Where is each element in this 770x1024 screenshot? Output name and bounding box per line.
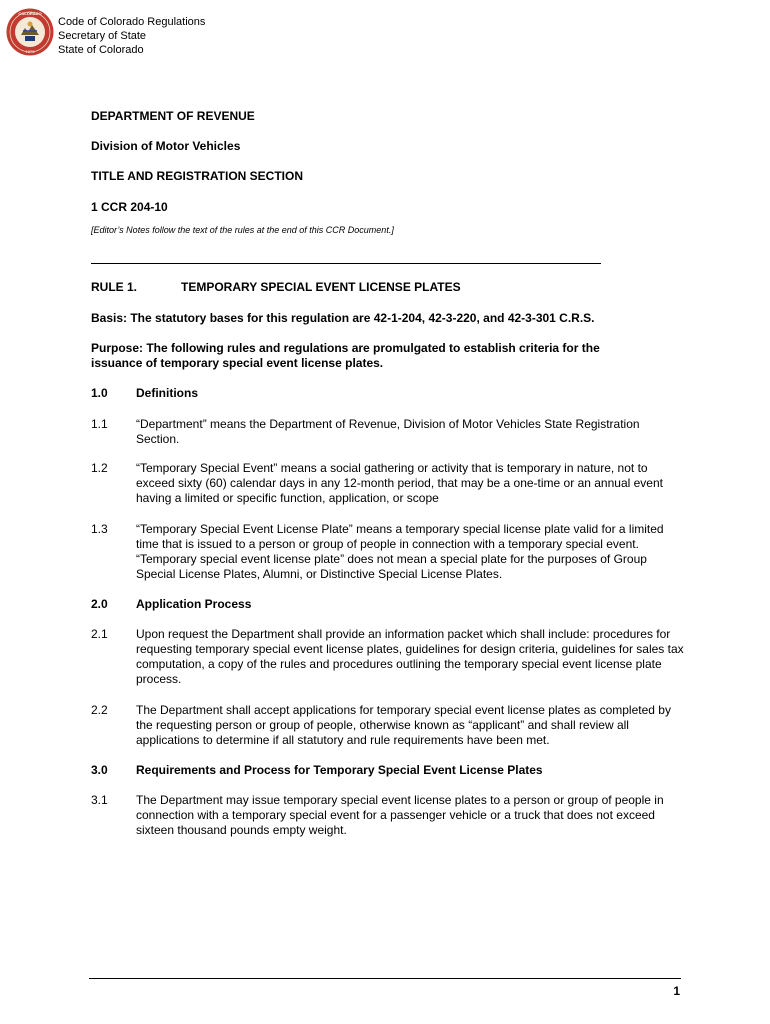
section-text: Upon request the Department shall provide an information packet which shall include: procedures for requesting temporary special event license plates, guidelines for design criteria, guidelines for sales tax computation, a copy of the rules and procedures outlining the temporary special event license plate process. (136, 627, 684, 686)
section-text: The Department shall accept applications for temporary special event license plates as completed by the requesting person or group of people, otherwise known as “applicant” and shall review all applications to determine if all statutory and rule requirements have been met. (136, 703, 671, 747)
section-heading-definitions: Definitions (136, 386, 198, 400)
section-text: “Temporary Special Event” means a social gathering or activity that is temporary in nature, not to exceed sixty (60) calendar days in any 12-month period, that may be a one-time or an annual event having a limited or specific function, application, or scope (136, 461, 663, 505)
basis-statement: Basis: The statutory bases for this regulation are 42-1-204, 42-3-220, and 42-3-301 C.R.S. (91, 311, 595, 325)
ccr-number: 1 CCR 204-10 (91, 200, 168, 214)
rule-number: RULE 1. (91, 280, 138, 294)
section-number: 3.0 (91, 763, 108, 777)
page-number: 1 (673, 984, 680, 998)
section-number: 2.1 (91, 627, 108, 641)
section-heading-application: Application Process (136, 597, 252, 611)
section-number: 3.1 (91, 793, 108, 807)
section-number: 2.2 (91, 703, 108, 717)
section-number: 2.0 (91, 597, 108, 611)
section-text: “Temporary Special Event License Plate” means a temporary special license plate valid for a limited time that is issued to a person or group of people in connection with a temporary special event. “Temporary special event license plate” does not mean a special plate for the purposes of Group Special License Plates, Alumni, or Distinctive Special License Plates. (136, 522, 664, 581)
section-text: The Department may issue temporary special event license plates to a person or group of people in connection with a temporary special event for a passenger vehicle or a truck that does not exceed sixteen thousand pounds empty weight. (136, 793, 664, 837)
section-text: “Department” means the Department of Revenue, Division of Motor Vehicles State Registration Section. (136, 417, 640, 446)
purpose-statement: Purpose: The following rules and regulations are promulgated to establish criteria for the issuance of temporary special event license plates. (91, 341, 600, 370)
header-line-secretary: Secretary of State (58, 30, 147, 42)
section-number: 1.2 (91, 461, 108, 475)
publisher-header (58, 15, 205, 57)
header-line-publication: Code of Colorado Regulations (58, 16, 206, 28)
division-heading: Division of Motor Vehicles (91, 139, 241, 153)
department-heading: DEPARTMENT OF REVENUE (91, 109, 255, 123)
section-heading: TITLE AND REGISTRATION SECTION (91, 169, 303, 183)
section-number: 1.3 (91, 522, 108, 536)
state-seal-logo (6, 8, 54, 56)
svg-text:COLORADO: COLORADO (18, 11, 42, 16)
svg-text:1876: 1876 (25, 49, 35, 54)
header-line-state: State of Colorado (58, 44, 144, 56)
section-number: 1.0 (91, 386, 108, 400)
editor-note: [Editor’s Notes follow the text of the rules at the end of this CCR Document.] (91, 225, 394, 235)
rule-title: TEMPORARY SPECIAL EVENT LICENSE PLATES (181, 280, 461, 294)
footer-rule (89, 978, 681, 979)
horizontal-rule (91, 263, 601, 264)
section-number: 1.1 (91, 417, 108, 431)
section-heading-requirements: Requirements and Process for Temporary Special Event License Plates (136, 763, 543, 777)
